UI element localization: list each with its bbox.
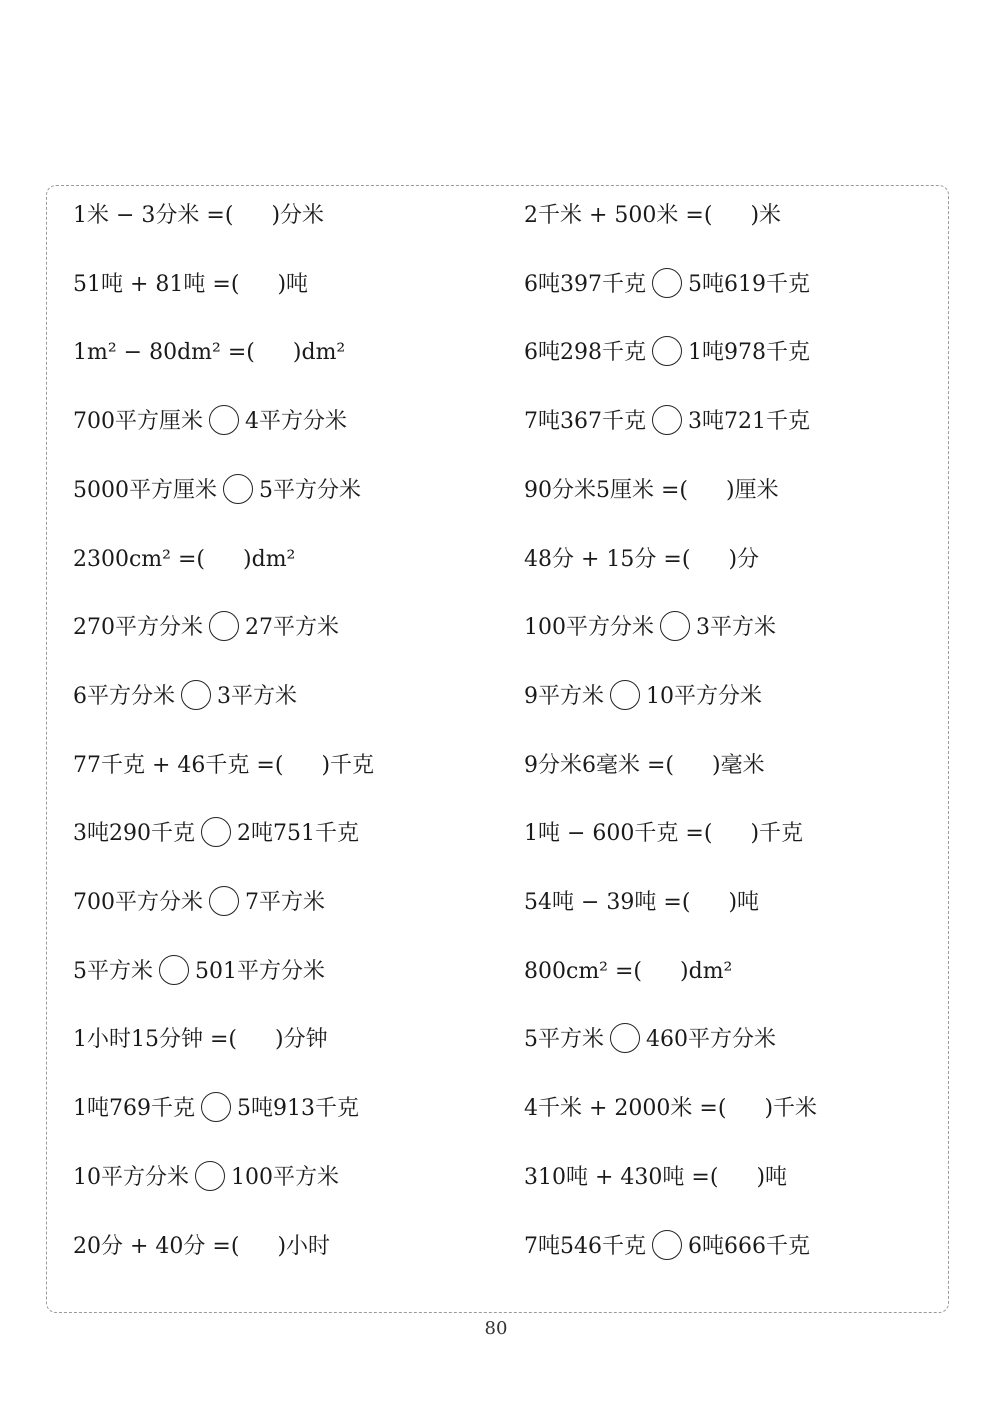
close-paren: ) (756, 1164, 766, 1190)
answer-unit: dm² (301, 340, 346, 366)
open-paren: ( (246, 340, 255, 366)
equation-lhs: 1m² − 80dm² = (73, 340, 247, 366)
exercise-row (524, 749, 765, 783)
close-paren: ) (764, 1096, 774, 1122)
exercise-row (73, 336, 345, 370)
compare-right: 2吨751千克 (237, 821, 359, 847)
exercise-row (524, 817, 803, 851)
open-paren: ( (679, 477, 689, 503)
compare-left: 700平方厘米 (73, 409, 203, 435)
exercise-row (73, 199, 324, 233)
exercise-row (524, 1023, 776, 1057)
open-paren: ( (717, 1096, 727, 1122)
compare-circle-icon[interactable] (209, 886, 239, 916)
compare-circle-icon[interactable] (610, 1023, 640, 1053)
close-paren: ) (277, 271, 287, 297)
equation-lhs: 54吨 − 39吨 = (524, 890, 682, 915)
close-paren: ) (321, 752, 331, 778)
compare-right: 1吨978千克 (688, 340, 810, 366)
compare-circle-icon[interactable] (209, 405, 239, 435)
compare-left: 10平方分米 (73, 1164, 189, 1190)
compare-circle-icon[interactable] (660, 611, 690, 641)
open-paren: ( (274, 752, 284, 778)
answer-unit: 千米 (773, 1096, 818, 1122)
close-paren: ) (728, 546, 738, 572)
compare-left: 3吨290千克 (73, 821, 195, 847)
page-number: 80 (484, 1318, 508, 1339)
answer-unit: 吨 (765, 1164, 788, 1190)
close-paren: ) (750, 203, 760, 228)
exercise-row (524, 1230, 810, 1264)
exercise-row (524, 199, 781, 233)
exercise-row (73, 474, 361, 508)
compare-right: 27平方米 (245, 615, 339, 641)
exercise-row (524, 336, 810, 370)
close-paren: ) (292, 340, 302, 366)
compare-circle-icon[interactable] (652, 1230, 682, 1260)
compare-right: 501平方分米 (195, 958, 325, 984)
compare-circle-icon[interactable] (652, 405, 682, 435)
open-paren: ( (196, 546, 206, 572)
close-paren: ) (680, 958, 689, 984)
compare-right: 7平方米 (245, 890, 325, 915)
equation-lhs: 800cm² = (524, 958, 634, 984)
compare-circle-icon[interactable] (181, 680, 211, 710)
answer-unit: 分米 (280, 203, 325, 228)
answer-unit: dm² (251, 546, 296, 572)
close-paren: ) (271, 203, 281, 228)
exercise-row (73, 268, 308, 302)
exercise-row (73, 1092, 359, 1126)
compare-left: 6平方分米 (73, 683, 175, 709)
compare-right: 3吨721千克 (688, 409, 810, 435)
answer-unit: 分 (737, 546, 760, 572)
compare-right: 4平方分米 (245, 409, 347, 435)
close-paren: ) (277, 1233, 287, 1259)
answer-unit: 分钟 (283, 1027, 328, 1053)
close-paren: ) (750, 821, 760, 847)
exercise-row (73, 611, 339, 645)
exercise-row (524, 680, 762, 714)
exercise-row (73, 1230, 330, 1264)
close-paren: ) (275, 1027, 284, 1053)
answer-unit: dm² (688, 958, 733, 984)
compare-right: 3平方米 (696, 615, 776, 641)
equation-lhs: 90分米5厘米 = (524, 477, 680, 503)
compare-circle-icon[interactable] (223, 474, 253, 504)
compare-circle-icon[interactable] (610, 680, 640, 710)
compare-left: 5000平方厘米 (73, 477, 217, 503)
exercise-row (73, 886, 325, 920)
close-paren: ) (728, 890, 738, 915)
close-paren: ) (712, 752, 721, 778)
compare-left: 100平方分米 (524, 615, 654, 641)
open-paren: ( (709, 1164, 719, 1190)
exercise-row (524, 543, 759, 577)
answer-unit: 千克 (330, 752, 375, 778)
compare-left: 5平方米 (524, 1027, 604, 1053)
compare-circle-icon[interactable] (209, 611, 239, 641)
compare-left: 7吨546千克 (524, 1233, 646, 1259)
open-paren: ( (681, 546, 691, 572)
open-paren: ( (703, 821, 713, 847)
exercise-row (73, 749, 374, 783)
equation-lhs: 1米 − 3分米 = (73, 203, 225, 228)
answer-unit: 小时 (286, 1233, 331, 1259)
close-paren: ) (243, 546, 252, 572)
equation-lhs: 9分米6毫米 = (524, 752, 666, 778)
answer-unit: 吨 (737, 890, 760, 915)
open-paren: ( (633, 958, 643, 984)
equation-lhs: 4千米 + 2000米 = (524, 1096, 718, 1122)
compare-left: 5平方米 (73, 958, 153, 984)
compare-circle-icon[interactable] (652, 268, 682, 298)
exercise-row (524, 405, 810, 439)
exercise-row (524, 268, 810, 302)
equation-lhs: 20分 + 40分 = (73, 1233, 231, 1259)
exercise-row (524, 1161, 787, 1195)
compare-right: 5平方分米 (259, 477, 361, 503)
open-paren: ( (681, 890, 691, 915)
answer-unit: 吨 (286, 271, 309, 297)
exercise-row (73, 680, 297, 714)
exercise-row (524, 886, 759, 920)
equation-lhs: 310吨 + 430吨 = (524, 1164, 710, 1190)
equation-lhs: 77千克 + 46千克 = (73, 752, 275, 778)
compare-right: 10平方分米 (646, 683, 762, 709)
equation-lhs: 2300cm² = (73, 546, 197, 572)
compare-right: 6吨666千克 (688, 1233, 810, 1259)
exercise-row (73, 405, 347, 439)
exercise-row (524, 474, 779, 508)
equation-lhs: 51吨 + 81吨 = (73, 271, 231, 297)
answer-unit: 千克 (759, 821, 804, 847)
open-paren: ( (703, 203, 713, 228)
equation-lhs: 1吨 − 600千克 = (524, 821, 704, 847)
answer-unit: 厘米 (734, 477, 779, 503)
compare-right: 460平方分米 (646, 1027, 776, 1053)
exercise-row (524, 611, 776, 645)
compare-right: 5吨913千克 (237, 1096, 359, 1122)
answer-unit: 毫米 (720, 752, 765, 778)
exercise-row (73, 955, 325, 989)
worksheet-box (46, 185, 949, 1313)
answer-unit: 米 (759, 203, 782, 228)
compare-left: 6吨298千克 (524, 340, 646, 366)
compare-right: 3平方米 (217, 683, 297, 709)
open-paren: ( (224, 203, 234, 228)
open-paren: ( (230, 1233, 240, 1259)
equation-lhs: 48分 + 15分 = (524, 546, 682, 572)
compare-circle-icon[interactable] (652, 336, 682, 366)
exercise-row (73, 817, 359, 851)
open-paren: ( (665, 752, 675, 778)
compare-left: 6吨397千克 (524, 271, 646, 297)
exercise-row (73, 543, 295, 577)
exercise-row (524, 1092, 817, 1126)
compare-circle-icon[interactable] (195, 1161, 225, 1191)
compare-left: 7吨367千克 (524, 409, 646, 435)
compare-right: 5吨619千克 (688, 271, 810, 297)
exercise-row (73, 1023, 328, 1057)
open-paren: ( (228, 1027, 238, 1053)
compare-left: 700平方分米 (73, 890, 203, 915)
exercise-row (73, 1161, 339, 1195)
compare-circle-icon[interactable] (201, 1092, 231, 1122)
compare-circle-icon[interactable] (159, 955, 189, 985)
close-paren: ) (726, 477, 735, 503)
compare-right: 100平方米 (231, 1164, 339, 1190)
open-paren: ( (230, 271, 240, 297)
equation-lhs: 2千米 + 500米 = (524, 203, 704, 228)
compare-left: 9平方米 (524, 683, 604, 709)
compare-circle-icon[interactable] (201, 817, 231, 847)
compare-left: 270平方分米 (73, 615, 203, 641)
equation-lhs: 1小时15分钟 = (73, 1027, 229, 1053)
compare-left: 1吨769千克 (73, 1096, 195, 1122)
exercise-row (524, 955, 732, 989)
